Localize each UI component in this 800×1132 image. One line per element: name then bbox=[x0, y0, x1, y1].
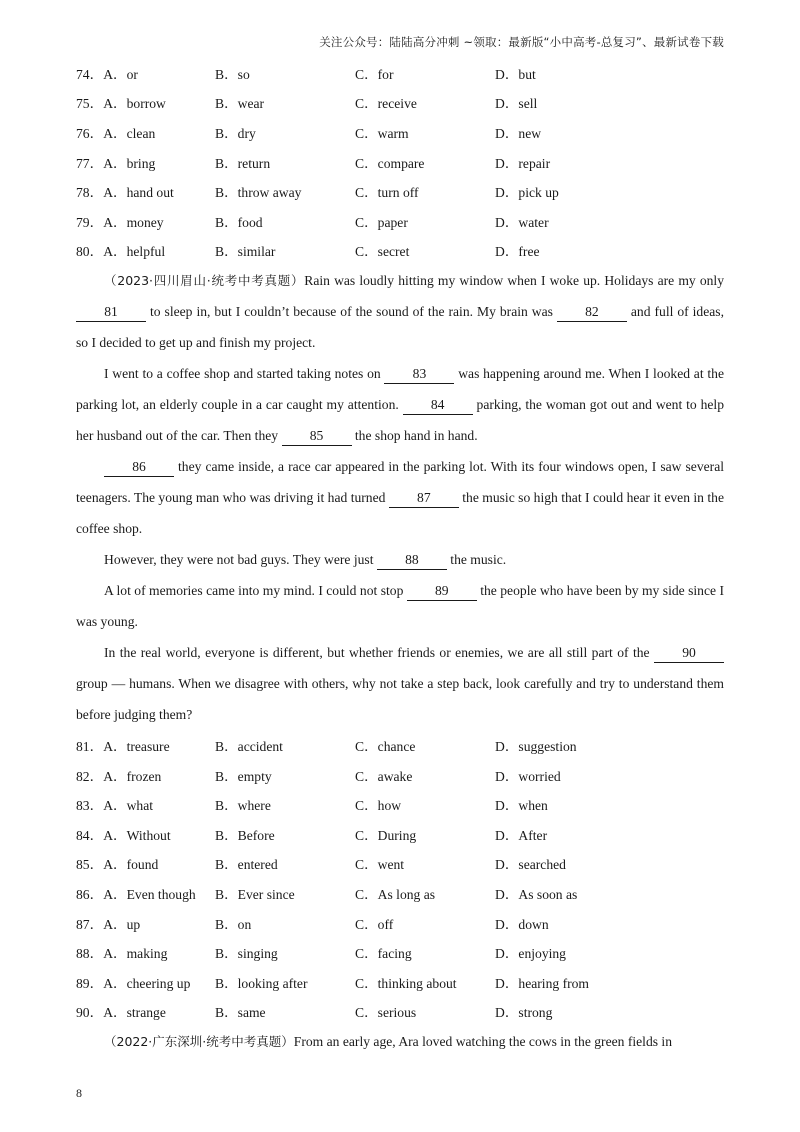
next-passage-intro: （2022·广东深圳·统考中考真题）From an early age, Ara loved watching the cows in the green fields in bbox=[104, 1034, 673, 1050]
passage-paragraph-6: In the real world, everyone is different, but whether friends or enemies, we are all still part of the 90 group — humans. When we disagree with others, why not take a step back, look carefully and try to understand them before judging them? bbox=[76, 645, 724, 723]
question-row bbox=[76, 88, 724, 118]
option-b bbox=[215, 211, 355, 231]
option-a bbox=[76, 765, 215, 785]
question-number: 88． bbox=[76, 946, 104, 962]
option-b bbox=[215, 735, 355, 755]
option-c bbox=[355, 181, 495, 201]
option-text: D．when bbox=[495, 798, 548, 814]
option-d bbox=[495, 765, 635, 785]
option-a bbox=[76, 824, 215, 844]
option-text: A．bring bbox=[103, 155, 156, 171]
next-passage-source: （2022·广东深圳·统考中考真题） bbox=[104, 1034, 294, 1050]
option-text: D．hearing from bbox=[495, 975, 589, 991]
option-c bbox=[355, 211, 495, 231]
question-row bbox=[76, 997, 724, 1027]
option-d bbox=[495, 794, 635, 814]
option-text: A．Even though bbox=[103, 886, 196, 902]
question-row bbox=[76, 937, 724, 967]
option-text: B．on bbox=[215, 916, 252, 932]
question-number: 84． bbox=[76, 827, 104, 843]
option-b bbox=[215, 913, 355, 933]
question-row bbox=[76, 730, 724, 760]
option-a bbox=[76, 92, 215, 112]
option-a bbox=[76, 794, 215, 814]
option-text: D．sell bbox=[495, 96, 538, 112]
option-b bbox=[215, 152, 355, 172]
option-d bbox=[495, 63, 635, 83]
question-number: 74． bbox=[76, 66, 104, 82]
blank-81: 81 bbox=[76, 303, 146, 322]
passage-paragraph-3: 86 they came inside, a race car appeared in the parking lot. With its four windows open, I saw several teenagers. The young man who was driving it had turned 87 the music so high that I could hear it even in the coffee shop. bbox=[76, 459, 725, 537]
option-text: B．Ever since bbox=[215, 886, 295, 902]
option-text: A．borrow bbox=[103, 96, 166, 112]
option-b bbox=[215, 1001, 355, 1021]
option-a bbox=[76, 211, 215, 231]
option-text: A．treasure bbox=[103, 738, 170, 754]
blank-87: 87 bbox=[389, 489, 459, 508]
option-a bbox=[76, 942, 215, 962]
question-number: 87． bbox=[76, 916, 104, 932]
option-d bbox=[495, 883, 635, 903]
option-d bbox=[495, 913, 635, 933]
question-number: 79． bbox=[76, 214, 104, 230]
page-content bbox=[76, 58, 724, 1057]
option-d bbox=[495, 1001, 635, 1021]
option-text: B．empty bbox=[215, 768, 272, 784]
option-text: C．compare bbox=[355, 155, 425, 171]
option-text: A．clean bbox=[103, 125, 156, 141]
option-a bbox=[76, 63, 215, 83]
blank-84: 84 bbox=[403, 396, 473, 415]
blank-89: 89 bbox=[407, 582, 477, 601]
option-text: C．secret bbox=[355, 244, 410, 260]
option-text: D．suggestion bbox=[495, 738, 577, 754]
option-text: A．Without bbox=[103, 827, 171, 843]
question-row bbox=[76, 849, 724, 879]
option-text: D．searched bbox=[495, 857, 566, 873]
option-c bbox=[355, 735, 495, 755]
option-b bbox=[215, 853, 355, 873]
question-row bbox=[76, 176, 724, 206]
option-text: C．off bbox=[355, 916, 394, 932]
option-a bbox=[76, 240, 215, 260]
option-text: A．frozen bbox=[103, 768, 162, 784]
blank-86: 86 bbox=[104, 458, 174, 477]
option-text: C．thinking about bbox=[355, 975, 457, 991]
option-text: B．food bbox=[215, 214, 263, 230]
option-text: C．serious bbox=[355, 1005, 417, 1021]
option-text: C．awake bbox=[355, 768, 413, 784]
option-text: B．accident bbox=[215, 738, 283, 754]
option-b bbox=[215, 765, 355, 785]
option-text: A．or bbox=[103, 66, 138, 82]
option-text: B．looking after bbox=[215, 975, 308, 991]
option-text: B．similar bbox=[215, 244, 276, 260]
option-b bbox=[215, 972, 355, 992]
passage-paragraph-2: I went to a coffee shop and started taking notes on 83 was happening around me. When I looked at the parking lot, an elderly couple in a car caught my attention. 84 parking, the woman got out and went to help her husband out of the car. Then they 85 the shop hand in hand. bbox=[76, 358, 724, 451]
option-b bbox=[215, 181, 355, 201]
option-a bbox=[76, 972, 215, 992]
option-c bbox=[355, 883, 495, 903]
option-b bbox=[215, 63, 355, 83]
option-c bbox=[355, 972, 495, 992]
option-a bbox=[76, 152, 215, 172]
option-text: C．paper bbox=[355, 214, 408, 230]
question-list-top bbox=[76, 58, 724, 265]
option-d bbox=[495, 942, 635, 962]
page-header: 关注公众号：陆陆高分冲刺 ~领取：最新版“小中高考-总复习”、最新试卷下载 bbox=[319, 35, 724, 49]
blank-85: 85 bbox=[282, 427, 352, 446]
question-number: 77． bbox=[76, 155, 104, 171]
question-row bbox=[76, 236, 724, 266]
option-text: D．After bbox=[495, 827, 548, 843]
passage-paragraph-1: （2023·四川眉山·统考中考真题）Rain was loudly hitting my window when I woke up. Holidays are my only 81 to sleep in, but I couldn’t because of the sound of the rain. My brain was 82 and full of ideas, so I decided to get up and finish my project. bbox=[76, 273, 725, 351]
blank-90: 90 bbox=[654, 644, 724, 663]
option-text: C．receive bbox=[355, 96, 417, 112]
option-text: A．helpful bbox=[103, 244, 166, 260]
option-text: C．During bbox=[355, 827, 417, 843]
option-b bbox=[215, 794, 355, 814]
option-c bbox=[355, 824, 495, 844]
option-text: C．As long as bbox=[355, 886, 436, 902]
option-d bbox=[495, 853, 635, 873]
question-list-bottom bbox=[76, 730, 724, 1026]
option-b bbox=[215, 824, 355, 844]
option-c bbox=[355, 853, 495, 873]
option-text: A．found bbox=[103, 857, 159, 873]
option-a bbox=[76, 122, 215, 142]
question-number: 81． bbox=[76, 738, 104, 754]
option-text: A．hand out bbox=[103, 185, 174, 201]
option-text: D．free bbox=[495, 244, 540, 260]
option-d bbox=[495, 211, 635, 231]
option-c bbox=[355, 913, 495, 933]
option-text: D．water bbox=[495, 214, 549, 230]
question-row bbox=[76, 147, 724, 177]
option-c bbox=[355, 152, 495, 172]
option-text: B．Before bbox=[215, 827, 275, 843]
question-row bbox=[76, 878, 724, 908]
option-a bbox=[76, 181, 215, 201]
question-number: 86． bbox=[76, 886, 104, 902]
option-text: A．money bbox=[103, 214, 164, 230]
option-d bbox=[495, 735, 635, 755]
option-d bbox=[495, 240, 635, 260]
option-c bbox=[355, 63, 495, 83]
question-number: 83． bbox=[76, 798, 104, 814]
question-number: 85． bbox=[76, 857, 104, 873]
blank-88: 88 bbox=[377, 551, 447, 570]
option-text: B．wear bbox=[215, 96, 265, 112]
option-a bbox=[76, 853, 215, 873]
question-number: 82． bbox=[76, 768, 104, 784]
blank-83: 83 bbox=[384, 365, 454, 384]
question-number: 78． bbox=[76, 185, 104, 201]
option-c bbox=[355, 794, 495, 814]
option-c bbox=[355, 92, 495, 112]
option-c bbox=[355, 942, 495, 962]
option-text: C．warm bbox=[355, 125, 409, 141]
option-b bbox=[215, 240, 355, 260]
option-b bbox=[215, 942, 355, 962]
option-text: A．up bbox=[103, 916, 141, 932]
option-text: D．worried bbox=[495, 768, 561, 784]
question-row bbox=[76, 58, 724, 88]
option-text: C．chance bbox=[355, 738, 416, 754]
option-text: C．for bbox=[355, 66, 394, 82]
question-row bbox=[76, 206, 724, 236]
option-text: B．return bbox=[215, 155, 271, 171]
blank-82: 82 bbox=[557, 303, 627, 322]
option-b bbox=[215, 92, 355, 112]
option-text: D．but bbox=[495, 66, 536, 82]
option-a bbox=[76, 883, 215, 903]
option-text: B．throw away bbox=[215, 185, 302, 201]
page-number: 8 bbox=[76, 1086, 82, 1100]
option-text: D．strong bbox=[495, 1005, 553, 1021]
option-text: B．where bbox=[215, 798, 271, 814]
question-number: 75． bbox=[76, 96, 104, 112]
passage-paragraph-4: However, they were not bad guys. They were just 88 the music. bbox=[76, 544, 724, 575]
option-text: D．down bbox=[495, 916, 549, 932]
passage-paragraph-5: A lot of memories came into my mind. I could not stop 89 the people who have been by my side since I was young. bbox=[76, 583, 724, 630]
question-number: 80． bbox=[76, 244, 104, 260]
option-text: B．entered bbox=[215, 857, 278, 873]
option-text: B．dry bbox=[215, 125, 256, 141]
passage-source: （2023·四川眉山·统考中考真题） bbox=[104, 273, 305, 289]
option-a bbox=[76, 913, 215, 933]
option-text: B．singing bbox=[215, 946, 278, 962]
option-d bbox=[495, 972, 635, 992]
option-a bbox=[76, 735, 215, 755]
question-row bbox=[76, 908, 724, 938]
option-c bbox=[355, 1001, 495, 1021]
option-text: B．same bbox=[215, 1005, 266, 1021]
option-d bbox=[495, 181, 635, 201]
option-c bbox=[355, 765, 495, 785]
question-row bbox=[76, 967, 724, 997]
option-b bbox=[215, 883, 355, 903]
option-text: D．enjoying bbox=[495, 946, 566, 962]
option-d bbox=[495, 824, 635, 844]
option-d bbox=[495, 152, 635, 172]
option-text: D．As soon as bbox=[495, 886, 578, 902]
question-number: 89． bbox=[76, 975, 104, 991]
question-row bbox=[76, 760, 724, 790]
option-text: C．went bbox=[355, 857, 405, 873]
option-text: C．facing bbox=[355, 946, 412, 962]
option-text: A．cheering up bbox=[103, 975, 191, 991]
option-text: D．pick up bbox=[495, 185, 559, 201]
question-row bbox=[76, 117, 724, 147]
question-row bbox=[76, 789, 724, 819]
option-d bbox=[495, 122, 635, 142]
option-text: A．making bbox=[103, 946, 168, 962]
option-b bbox=[215, 122, 355, 142]
option-text: B．so bbox=[215, 66, 250, 82]
question-row bbox=[76, 819, 724, 849]
option-c bbox=[355, 122, 495, 142]
option-text: C．how bbox=[355, 798, 402, 814]
question-number: 90． bbox=[76, 1005, 104, 1021]
option-text: C．turn off bbox=[355, 185, 419, 201]
option-text: D．repair bbox=[495, 155, 551, 171]
option-a bbox=[76, 1001, 215, 1021]
option-d bbox=[495, 92, 635, 112]
option-text: D．new bbox=[495, 125, 542, 141]
option-c bbox=[355, 240, 495, 260]
option-text: A．strange bbox=[103, 1005, 166, 1021]
option-text: A．what bbox=[103, 798, 154, 814]
question-number: 76． bbox=[76, 125, 104, 141]
